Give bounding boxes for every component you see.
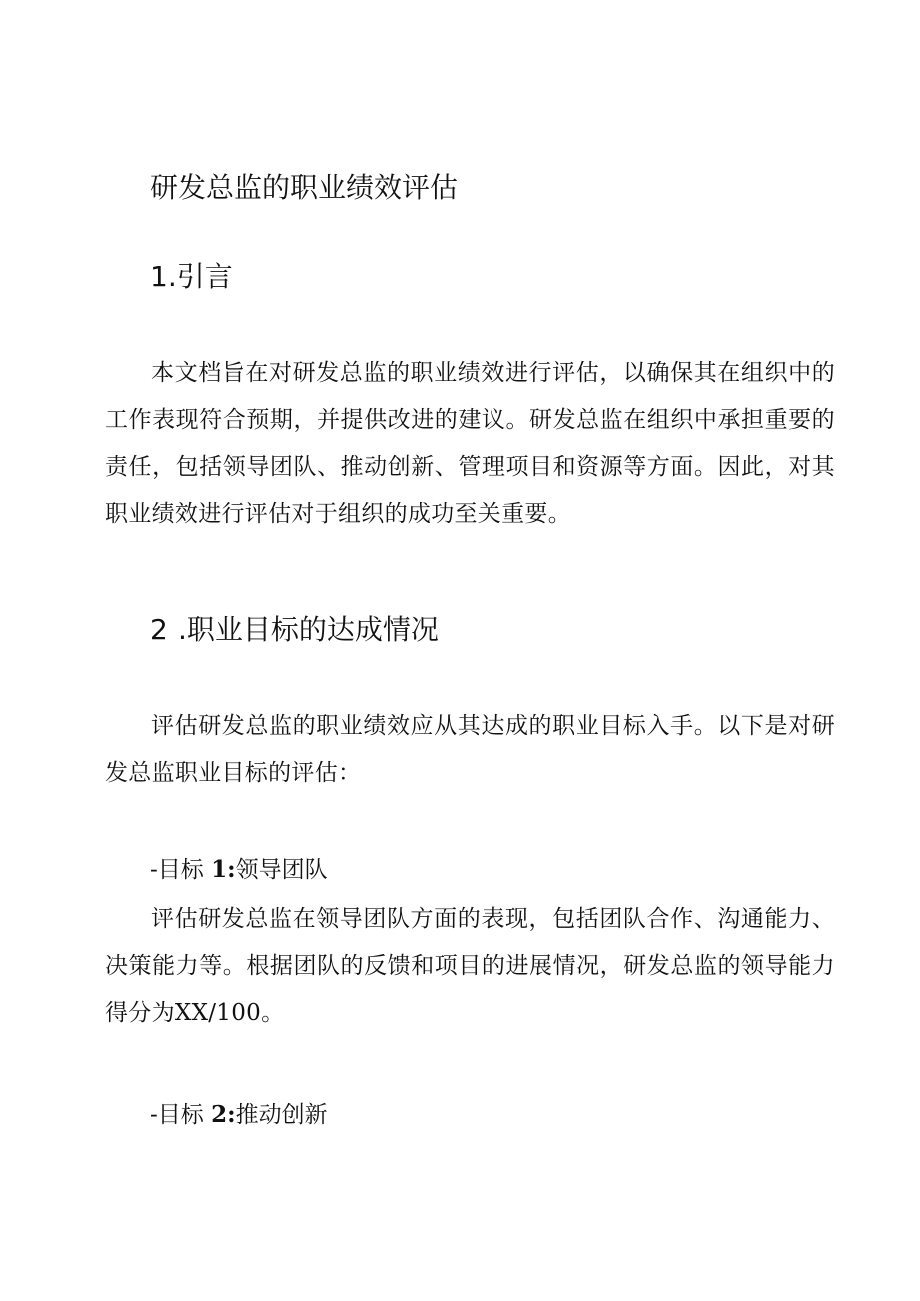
goal-2-label: 推动创新 bbox=[235, 1102, 328, 1128]
section-2-number: 2 bbox=[150, 613, 168, 646]
section-1-paragraph: 本文档旨在对研发总监的职业绩效进行评估，以确保其在组织中的工作表现符合预期，并提供改进的建议。研发总监在组织中承担重要的责任，包括领导团队、推动创新、管理项目和资源等方面。因此，对其职业绩效进行评估对于组织的成功至关重要。 bbox=[105, 360, 835, 527]
section-2-paragraph: 评估研发总监的职业绩效应从其达成的职业目标入手。以下是对研发总监职业目标的评估： bbox=[105, 713, 835, 786]
section-1-heading: 1.引言 bbox=[150, 260, 233, 293]
document-title: 研发总监的职业绩效评估 bbox=[150, 171, 459, 204]
goal-1-number: 1: bbox=[211, 856, 236, 883]
goal-1-prefix: -目标 bbox=[150, 857, 212, 883]
goal-1-label: 领导团队 bbox=[235, 857, 328, 883]
goal-1-heading bbox=[150, 850, 328, 890]
goal-2-prefix: -目标 bbox=[150, 1102, 212, 1128]
goal-2-heading bbox=[150, 1095, 328, 1135]
section-2-heading bbox=[150, 610, 439, 650]
section-2-heading-text: .职业目标的达成情况 bbox=[178, 613, 439, 646]
goal-2-number: 2: bbox=[211, 1101, 236, 1128]
goal-1-paragraph: 评估研发总监在领导团队方面的表现，包括团队合作、沟通能力、决策能力等。根据团队的反馈和项目的进展情况，研发总监的领导能力得分为XX/100。 bbox=[105, 906, 835, 1026]
